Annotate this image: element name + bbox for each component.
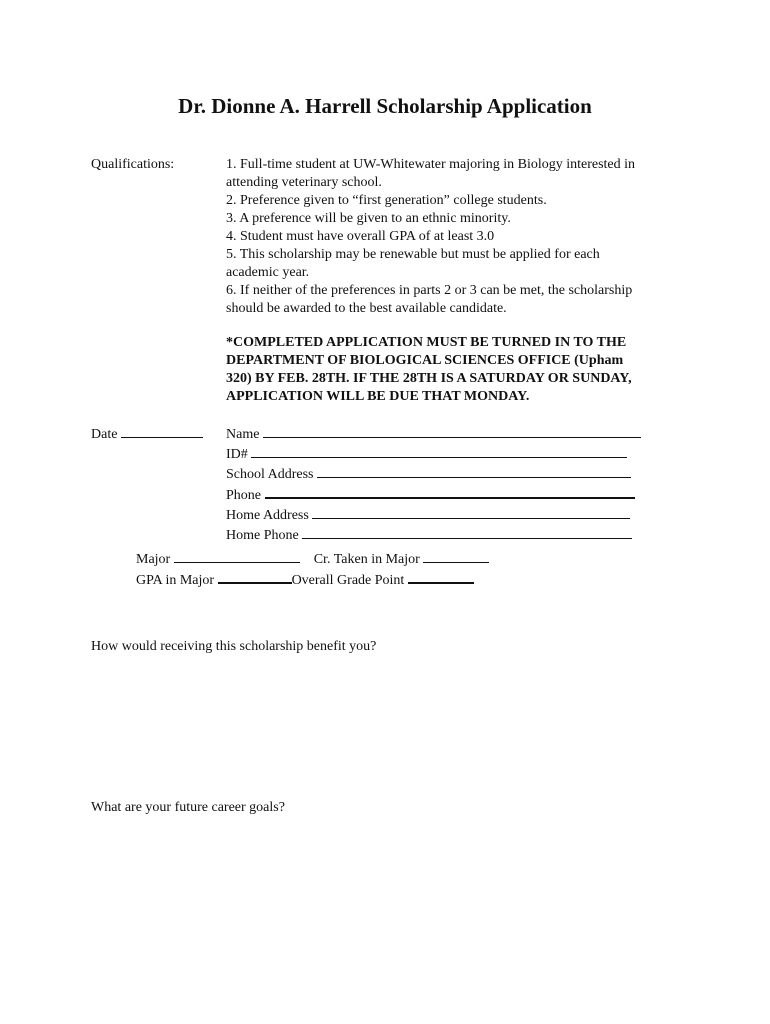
date-label: Date xyxy=(91,427,118,442)
qualification-line: attending veterinary school. xyxy=(226,175,382,190)
date-field xyxy=(91,424,203,444)
document-title: Dr. Dionne A. Harrell Scholarship Application xyxy=(178,94,592,118)
name-label: Name xyxy=(226,427,260,442)
home-address-field xyxy=(226,505,641,525)
gpa-row xyxy=(136,569,489,590)
benefit-question: How would receiving this scholarship benefit you? xyxy=(91,639,377,654)
qualifications-list xyxy=(226,156,686,318)
name-field xyxy=(226,424,641,444)
home-phone-blank[interactable] xyxy=(302,525,632,539)
name-blank[interactable] xyxy=(263,424,641,438)
submission-notice xyxy=(226,334,696,406)
id-field xyxy=(226,444,641,464)
career-goals-question: What are your future career goals? xyxy=(91,800,285,815)
qualifications-label: Qualifications: xyxy=(91,157,175,172)
qualification-line: 2. Preference given to “first generation” college students. xyxy=(226,193,547,208)
qualification-line: 5. This scholarship may be renewable but must be applied for each xyxy=(226,247,600,262)
credits-label: Cr. Taken in Major xyxy=(313,552,420,567)
credits-blank[interactable] xyxy=(423,549,489,563)
qualification-line: academic year. xyxy=(226,265,310,280)
id-blank[interactable] xyxy=(251,444,627,458)
academic-fields xyxy=(136,549,489,590)
phone-field xyxy=(226,484,641,505)
notice-line: 320) BY FEB. 28TH. IF THE 28TH IS A SATURDAY OR SUNDAY, xyxy=(226,371,632,386)
contact-fields xyxy=(226,424,641,545)
home-address-label: Home Address xyxy=(226,508,309,523)
id-label: ID# xyxy=(226,447,248,462)
gpa-major-blank[interactable] xyxy=(218,569,292,584)
overall-gpa-label: Overall Grade Point xyxy=(291,573,405,588)
major-blank[interactable] xyxy=(174,549,300,563)
date-blank[interactable] xyxy=(121,424,203,438)
qualification-line: 1. Full-time student at UW-Whitewater majoring in Biology interested in xyxy=(226,157,636,172)
home-address-blank[interactable] xyxy=(312,505,630,519)
gpa-major-label: GPA in Major xyxy=(136,573,215,588)
notice-line: *COMPLETED APPLICATION MUST BE TURNED IN TO THE xyxy=(226,335,627,350)
home-phone-field xyxy=(226,525,641,545)
school-address-blank[interactable] xyxy=(317,464,631,478)
qualification-line: 6. If neither of the preferences in parts 2 or 3 can be met, the scholarship xyxy=(226,283,633,298)
phone-blank[interactable] xyxy=(265,484,635,499)
qualification-line: 4. Student must have overall GPA of at least 3.0 xyxy=(226,229,495,244)
school-address-field xyxy=(226,464,641,484)
notice-line: APPLICATION WILL BE DUE THAT MONDAY. xyxy=(226,389,530,404)
school-address-label: School Address xyxy=(226,467,314,482)
major-label: Major xyxy=(136,552,171,567)
qualification-line: 3. A preference will be given to an ethnic minority. xyxy=(226,211,511,226)
overall-gpa-blank[interactable] xyxy=(408,569,474,584)
home-phone-label: Home Phone xyxy=(226,528,299,543)
major-row xyxy=(136,549,489,569)
qualification-line: should be awarded to the best available candidate. xyxy=(226,301,507,316)
notice-line: DEPARTMENT OF BIOLOGICAL SCIENCES OFFICE (Upham xyxy=(226,353,624,368)
phone-label: Phone xyxy=(226,488,261,503)
